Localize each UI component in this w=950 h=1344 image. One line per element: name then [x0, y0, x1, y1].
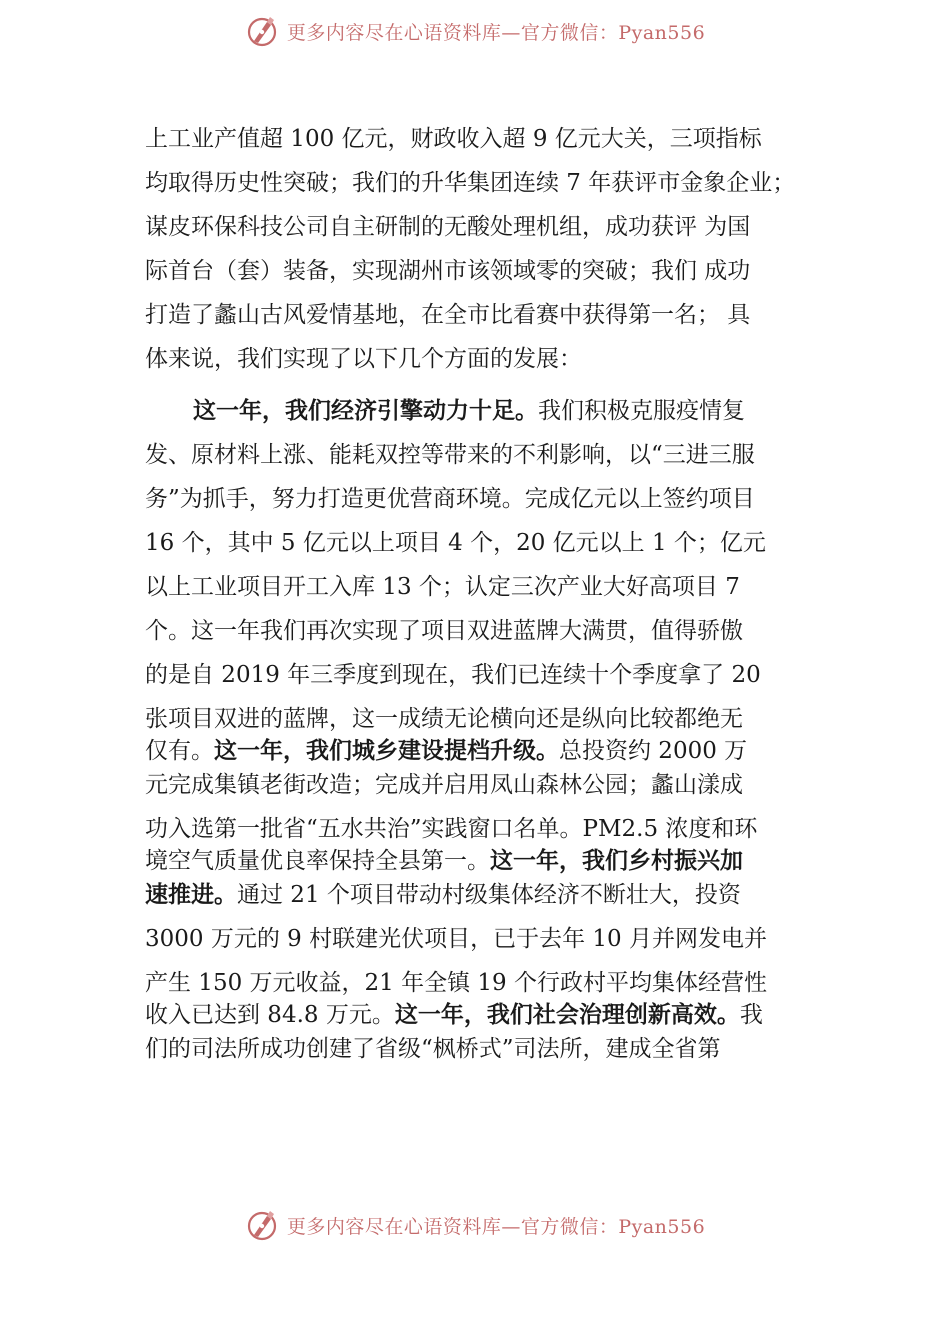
text-segment: 仅有。	[145, 738, 214, 764]
watermark-text: 更多内容尽在心语资料库—官方微信：Pyan556	[286, 21, 706, 44]
text-line: 以上工业项目开工入库 13 个；认定三次产业大好高项目 7	[145, 574, 740, 600]
text-line: 们的司法所成功创建了省级“枫桥式”司法所，建成全省第	[145, 1036, 721, 1062]
text-line: 务”为抓手，努力打造更优营商环境。完成亿元以上签约项目	[145, 486, 755, 512]
section-heading-economy: 这一年，我们经济引擎动力十足。	[193, 398, 538, 424]
watermark-text: 更多内容尽在心语资料库—官方微信：Pyan556	[286, 1215, 706, 1238]
text-segment: 我们积极克服疫情复	[538, 398, 745, 424]
text-line	[193, 396, 745, 426]
text-segment: 通过 21 个项目带动村级集体经济不断壮大，投资	[237, 882, 741, 908]
text-line: 张项目双进的蓝牌，这一成绩无论横向还是纵向比较都绝无	[145, 706, 743, 732]
text-segment: 我	[739, 1002, 763, 1028]
pen-circle-icon	[245, 1208, 279, 1242]
header-watermark	[0, 14, 950, 48]
text-line: 个。这一年我们再次实现了项目双进蓝牌大满贯，值得骄傲	[145, 618, 743, 644]
text-line	[145, 736, 747, 766]
text-line	[145, 1000, 763, 1030]
section-heading-urban: 这一年，我们城乡建设提档升级。	[214, 738, 559, 764]
text-line: 发、原材料上涨、能耗双控等带来的不利影响，以“三进三服	[145, 442, 755, 468]
section-heading-rural: 这一年，我们乡村振兴加	[490, 848, 743, 874]
watermark-group	[245, 14, 705, 48]
footer-watermark	[0, 1208, 950, 1242]
watermark-group	[245, 1208, 705, 1242]
text-line: 3000 万元的 9 村联建光伏项目，已于去年 10 月并网发电并	[145, 926, 767, 952]
text-segment: 境空气质量优良率保持全县第一。	[145, 848, 490, 874]
text-line	[145, 846, 743, 876]
text-segment: 总投资约 2000 万	[559, 738, 748, 764]
section-heading-governance: 这一年，我们社会治理创新高效。	[394, 1002, 740, 1028]
text-line: 产生 150 万元收益，21 年全镇 19 个行政村平均集体经营性	[145, 970, 767, 996]
text-line: 际首台（套）装备，实现湖州市该领域零的突破；我们 成功	[145, 258, 751, 284]
text-line: 功入选第一批省“五水共治”实践窗口名单。PM2.5 浓度和环	[145, 816, 758, 842]
text-line: 上工业产值超 100 亿元，财政收入超 9 亿元大关，三项指标	[145, 126, 762, 152]
text-line: 元完成集镇老街改造；完成并启用凤山森林公园；蠡山漾成	[145, 772, 743, 798]
pen-circle-icon	[245, 14, 279, 48]
text-line: 16 个，其中 5 亿元以上项目 4 个，20 亿元以上 1 个；亿元	[145, 530, 766, 556]
text-line: 谋皮环保科技公司自主研制的无酸处理机组，成功获评 为国	[145, 214, 751, 240]
section-heading-rural-cont: 速推进。	[145, 882, 237, 908]
text-line: 均取得历史性突破；我们的升华集团连续 7 年获评市金象企业；	[145, 170, 796, 196]
text-segment: 收入已达到 84.8 万元。	[145, 1002, 395, 1028]
text-line: 的是自 2019 年三季度到现在，我们已连续十个季度拿了 20	[145, 662, 761, 688]
text-line: 打造了蠡山古风爱情基地，在全市比看赛中获得第一名； 具	[145, 302, 751, 328]
text-line: 体来说，我们实现了以下几个方面的发展：	[145, 346, 582, 372]
text-line	[145, 880, 741, 910]
